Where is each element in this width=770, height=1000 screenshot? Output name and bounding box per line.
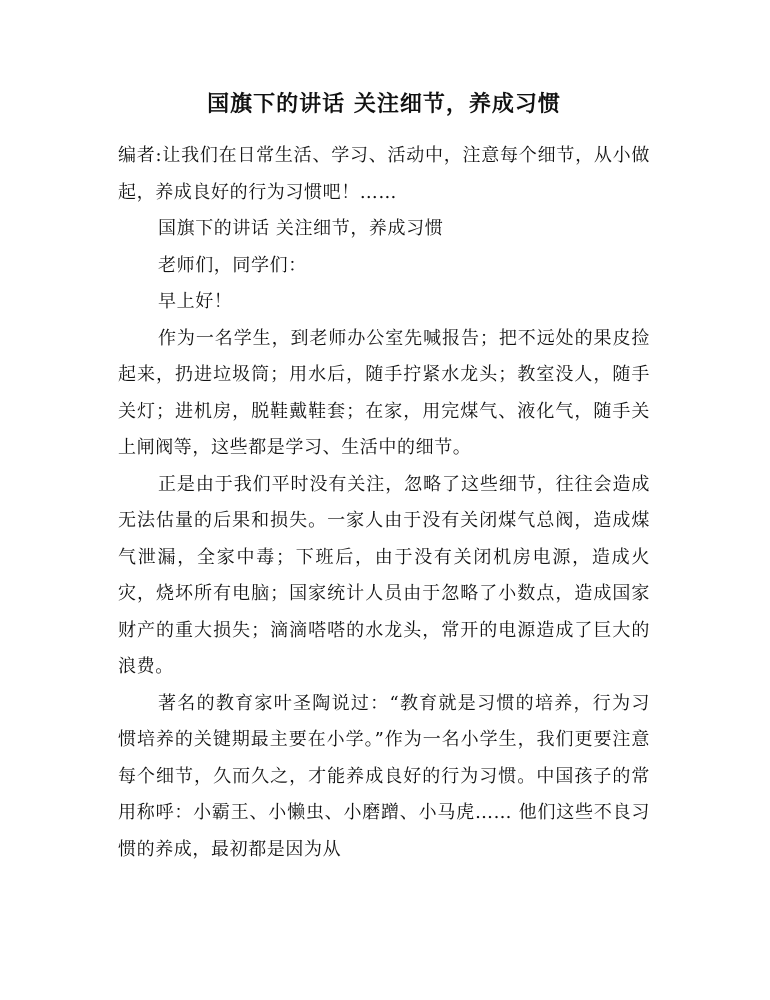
- paragraph: 编者:让我们在日常生活、学习、活动中，注意每个细节，从小做起，养成良好的行为习惯吧！……: [118, 145, 650, 203]
- paragraph: 早上好！: [158, 291, 233, 312]
- document-body: [118, 138, 650, 868]
- paragraph: 作为一名学生，到老师办公室先喊报告；把不远处的果皮捡起来，扔进垃圾筒；用水后，随手拧紧水龙头；教室没人，随手关灯；进机房，脱鞋戴鞋套；在家，用完煤气、液化气，随手关上闸阀等，这些都是学习、生活中的细节。: [118, 327, 650, 458]
- document-title: 国旗下的讲话 关注细节，养成习惯: [207, 92, 561, 117]
- paragraph: 正是由于我们平时没有关注，忽略了这些细节，往往会造成无法估量的后果和损失。一家人由于没有关闭煤气总阀，造成煤气泄漏，全家中毒；下班后，由于没有关闭机房电源，造成火灾，烧坏所有电脑；国家统计人员由于忽略了小数点，造成国家财产的重大损失；滴滴嗒嗒的水龙头，常开的电源造成了巨大的浪费。: [118, 473, 650, 677]
- paragraph: 国旗下的讲话 关注细节，养成习惯: [158, 218, 444, 239]
- paragraph: 著名的教育家叶圣陶说过：“教育就是习惯的培养，行为习惯培养的关键期最主要在小学。”作为一名小学生，我们更要注意每个细节，久而久之，才能养成良好的行为习惯。中国孩子的常用称呼：小霸王、小懒虫、小磨蹭、小马虎…… 他们这些不良习惯的养成，最初都是因为从: [118, 692, 650, 860]
- paragraph: 老师们，同学们：: [158, 254, 307, 276]
